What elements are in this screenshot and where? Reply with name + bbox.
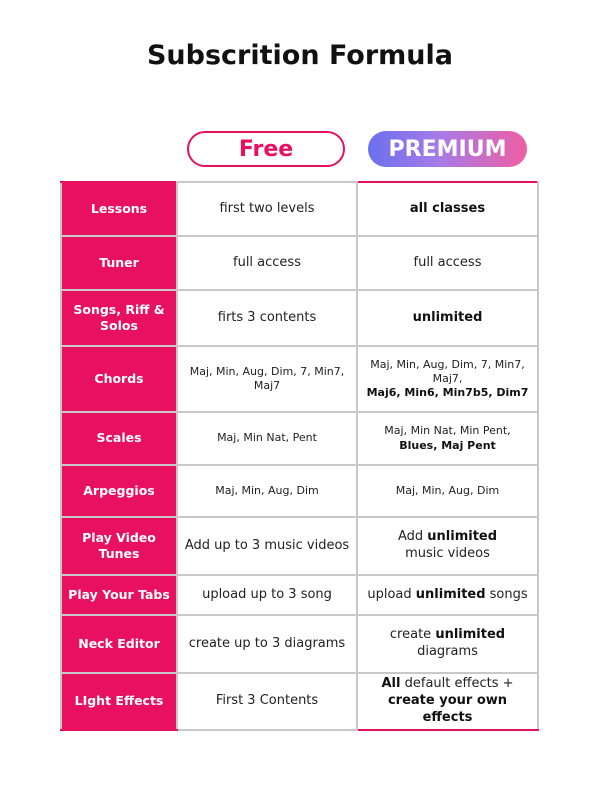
premium-text-bold: unlimited [415, 586, 486, 602]
table-row [61, 465, 538, 517]
feature-play-video-tunes: Play Video Tunes [61, 517, 177, 575]
free-cell: First 3 Contents [177, 673, 357, 730]
premium-text-bold: unlimited [427, 529, 498, 545]
table-row [61, 615, 538, 673]
premium-cell [357, 346, 538, 412]
premium-text-bold: unlimited [435, 627, 506, 643]
table-row [61, 290, 538, 346]
free-cell: Maj, Min, Aug, Dim [177, 465, 357, 517]
premium-text: default effects + [400, 676, 514, 692]
premium-text: Maj, Min Nat, Min Pent, [384, 424, 511, 438]
free-cell: Maj, Min Nat, Pent [177, 412, 357, 465]
feature-scales: Scales [61, 412, 177, 465]
feature-chords: Chords [61, 346, 177, 412]
premium-text: diagrams [417, 644, 478, 659]
premium-text: Maj, Min, Aug, Dim [395, 483, 500, 497]
feature-neck-editor: Neck Editor [61, 615, 177, 673]
premium-cell [357, 412, 538, 465]
free-cell: upload up to 3 song [177, 575, 357, 615]
feature-tuner: Tuner [61, 236, 177, 290]
premium-text-bold: Blues, Maj Pent [399, 438, 496, 452]
premium-text: create [389, 627, 436, 643]
premium-cell [357, 236, 538, 290]
feature-songs: Songs, Riff & Solos [61, 290, 177, 346]
premium-text-bold: create your own effects [387, 693, 508, 725]
premium-text-bold: Maj6, Min6, Min7b5, Dim7 [366, 386, 529, 400]
free-cell: create up to 3 diagrams [177, 615, 357, 673]
table-row [61, 182, 538, 236]
table-row [61, 673, 538, 730]
table-row [61, 517, 538, 575]
table-row [61, 575, 538, 615]
feature-play-your-tabs: Play Your Tabs [61, 575, 177, 615]
premium-text: all classes [409, 200, 486, 216]
premium-cell [357, 290, 538, 346]
premium-text: music videos [405, 546, 490, 561]
premium-text: Add [397, 529, 428, 545]
premium-plan-button[interactable]: PREMIUM [368, 131, 527, 167]
free-cell: full access [177, 236, 357, 290]
premium-text: upload [367, 586, 416, 602]
premium-text: full access [413, 254, 482, 270]
table-row [61, 412, 538, 465]
page-title: Subscrition Formula [146, 40, 454, 71]
premium-cell [357, 465, 538, 517]
premium-text: songs [485, 586, 528, 602]
premium-cell [357, 517, 538, 575]
free-cell: firts 3 contents [177, 290, 357, 346]
table-row [61, 346, 538, 412]
premium-text: unlimited [412, 309, 483, 325]
free-cell: Maj, Min, Aug, Dim, 7, Min7, Maj7 [177, 346, 357, 412]
feature-light-effects: LIght Effects [61, 673, 177, 730]
comparison-table [60, 181, 539, 731]
feature-arpeggios: Arpeggios [61, 465, 177, 517]
premium-cell [357, 575, 538, 615]
free-plan-button[interactable]: Free [187, 131, 345, 167]
premium-text: Maj, Min, Aug, Dim, 7, Min7, Maj7, [370, 357, 525, 385]
premium-cell [357, 673, 538, 730]
premium-cell [357, 182, 538, 236]
premium-text-bold: All [381, 676, 401, 692]
premium-cell [357, 615, 538, 673]
free-cell: first two levels [177, 182, 357, 236]
free-cell: Add up to 3 music videos [177, 517, 357, 575]
table-row [61, 236, 538, 290]
feature-lessons: Lessons [61, 182, 177, 236]
